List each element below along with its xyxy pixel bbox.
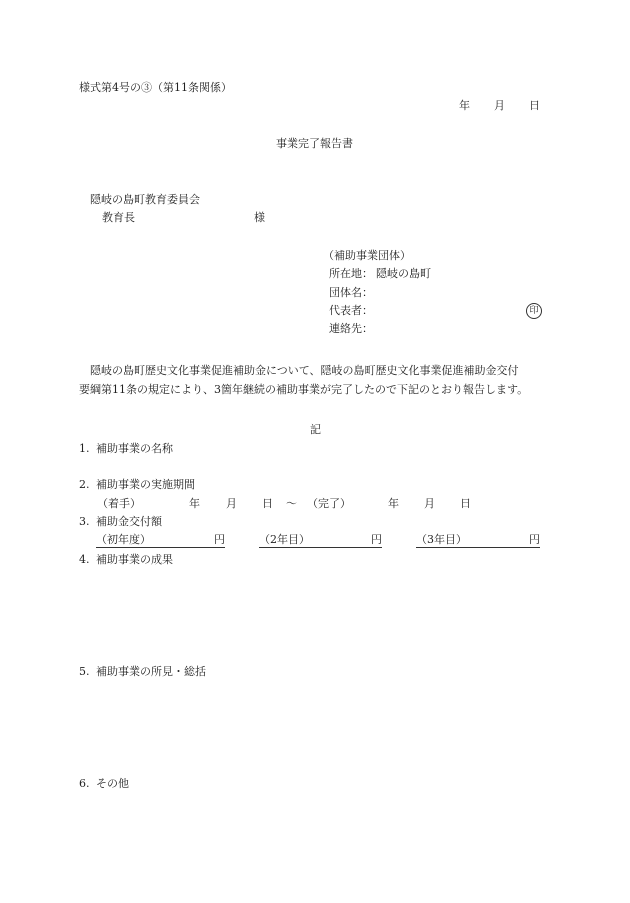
body-line-1: 隠岐の島町歴史文化事業促進補助金について、隠岐の島町歴史文化事業促進補助金交付 xyxy=(90,364,519,377)
addressee-organization: 隠岐の島町教育委員会 xyxy=(90,193,200,206)
amount-year-2-label: （2年目） xyxy=(259,533,310,546)
form-number: 様式第4号の③（第11条関係） xyxy=(79,81,232,94)
period-tilde: ～ xyxy=(286,497,297,510)
date-year: 年 xyxy=(459,99,470,112)
item-6-num: 6. xyxy=(79,777,90,790)
item-5-label: 補助事業の所見・総括 xyxy=(96,665,206,678)
page-title: 事業完了報告書 xyxy=(276,137,353,150)
period-end-day: 日 xyxy=(460,497,471,510)
contact-label: 連絡先： xyxy=(329,322,373,335)
item-1-label: 補助事業の名称 xyxy=(96,442,173,455)
seal-mark: 印 xyxy=(526,303,542,319)
date-day: 日 xyxy=(529,99,540,112)
period-start-label: （着手） xyxy=(97,497,141,510)
item-4-num: 4. xyxy=(79,553,90,566)
addressee-honorific: 様 xyxy=(254,211,265,224)
amount-year-1-unit: 円 xyxy=(214,533,225,546)
body-line-2: 要綱第11条の規定により、3箇年継続の補助事業が完了したので下記のとおり報告します。 xyxy=(79,383,529,396)
amount-year-2-unit: 円 xyxy=(371,533,382,546)
representative-label: 代表者： xyxy=(329,304,373,317)
period-end-month: 月 xyxy=(424,497,435,510)
period-start-month: 月 xyxy=(226,497,237,510)
addressee-position: 教育長 xyxy=(102,211,135,224)
amount-year-3-label: （3年目） xyxy=(416,533,467,546)
amount-year-3 xyxy=(416,533,540,548)
amount-year-1 xyxy=(96,533,225,548)
applicant-heading: （補助事業団体） xyxy=(323,249,411,262)
amount-year-3-unit: 円 xyxy=(529,533,540,546)
item-3-num: 3. xyxy=(79,515,90,528)
item-6-label: その他 xyxy=(96,777,129,790)
group-name-label: 団体名： xyxy=(329,286,373,299)
item-3-label: 補助金交付額 xyxy=(96,515,162,528)
period-end-year: 年 xyxy=(388,497,399,510)
item-5-num: 5. xyxy=(79,665,90,678)
address-value: 隠岐の島町 xyxy=(376,267,431,280)
period-start-year: 年 xyxy=(189,497,200,510)
item-4-label: 補助事業の成果 xyxy=(96,553,173,566)
ki-heading: 記 xyxy=(310,423,321,436)
period-start-day: 日 xyxy=(262,497,273,510)
address-label: 所在地： xyxy=(329,267,373,280)
period-end-label: （完了） xyxy=(307,497,351,510)
amount-year-1-label: （初年度） xyxy=(96,533,151,546)
amount-year-2 xyxy=(259,533,382,548)
item-2-num: 2. xyxy=(79,478,90,491)
item-1-num: 1. xyxy=(79,442,90,455)
item-2-label: 補助事業の実施期間 xyxy=(96,478,195,491)
date-month: 月 xyxy=(494,99,505,112)
